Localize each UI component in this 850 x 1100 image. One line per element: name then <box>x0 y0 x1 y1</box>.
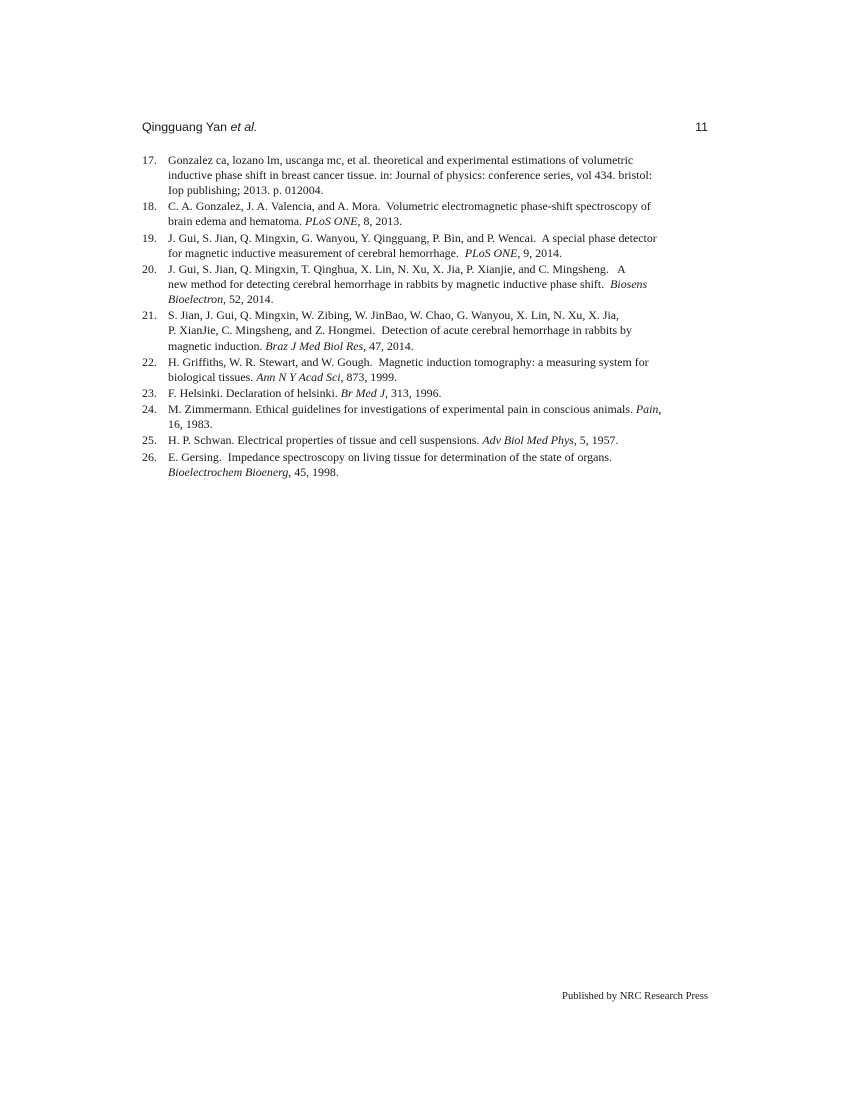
reference-text: , 5, 1957. <box>573 433 619 448</box>
reference-number: 24. <box>142 402 157 417</box>
reference-item <box>142 199 722 229</box>
reference-number: 17. <box>142 153 157 167</box>
reference-item <box>142 386 722 401</box>
journal-name: Ann N Y Acad Sci <box>256 369 341 384</box>
reference-line <box>168 370 722 385</box>
reference-text: inductive phase shift in breast cancer tissue. in: Journal of physics: conference series, vol 434. bristol: <box>168 168 653 183</box>
reference-text: J. Gui, S. Jian, Q. Mingxin, T. Qinghua, X. Lin, N. Xu, X. Jia, P. Xianjie, and C. Mingsheng. A <box>168 261 626 276</box>
reference-text: , 47, 2014. <box>363 338 414 353</box>
reference-list <box>142 153 722 481</box>
reference-item <box>142 433 722 448</box>
reference-line <box>168 292 722 307</box>
journal-name: Adv Biol Med Phys <box>482 433 574 448</box>
reference-item <box>142 153 722 198</box>
reference-line <box>168 386 722 401</box>
reference-text: , 8, 2013. <box>357 214 403 229</box>
journal-name: Biosens <box>610 277 648 292</box>
reference-number: 20. <box>142 261 157 276</box>
reference-text: brain edema and hematoma. <box>168 214 306 229</box>
reference-text: J. Gui, S. Jian, Q. Mingxin, G. Wanyou, Y. Qingguang, P. Bin, and P. Wencai. A special phase detector <box>168 230 657 245</box>
reference-line <box>168 153 722 168</box>
reference-line <box>168 262 722 277</box>
reference-text: , 873, 1999. <box>340 369 398 384</box>
reference-text: H. P. Schwan. Electrical properties of tissue and cell suspensions. <box>168 433 483 448</box>
reference-number: 18. <box>142 199 157 214</box>
reference-text: M. Zimmermann. Ethical guidelines for investigations of experimental pain in conscious animals. <box>168 402 636 417</box>
reference-text: S. Jian, J. Gui, Q. Mingxin, W. Zibing, W. JinBao, W. Chao, G. Wanyou, X. Lin, N. Xu, X. Jia, <box>168 308 620 323</box>
reference-item <box>142 450 722 480</box>
reference-text: , <box>658 402 662 417</box>
reference-number: 25. <box>142 433 157 448</box>
reference-line <box>168 168 722 183</box>
reference-line <box>168 246 722 261</box>
reference-line <box>168 417 722 432</box>
reference-text: F. Helsinki. Declaration of helsinki. <box>168 385 341 400</box>
reference-text: for magnetic inductive measurement of cerebral hemorrhage. <box>168 245 465 260</box>
reference-text: , 9, 2014. <box>517 245 562 260</box>
reference-line <box>168 231 722 246</box>
reference-text: new method for detecting cerebral hemorrhage in rabbits by magnetic inductive phase shift. <box>168 277 611 292</box>
running-head <box>142 119 257 135</box>
reference-text: Iop publishing; 2013. p. 012004. <box>168 183 324 198</box>
reference-line <box>168 323 722 338</box>
reference-number: 22. <box>142 354 157 369</box>
reference-text: , 52, 2014. <box>223 292 274 307</box>
reference-line <box>168 450 722 465</box>
reference-text: C. A. Gonzalez, J. A. Valencia, and A. Mora. Volumetric electromagnetic phase-shift spectroscopy of <box>168 199 651 214</box>
reference-text: magnetic induction. <box>168 338 266 353</box>
reference-text: , 313, 1996. <box>385 385 442 400</box>
running-head-etal: et al. <box>230 120 258 134</box>
reference-text: 16, 1983. <box>168 417 213 432</box>
reference-line <box>168 199 722 214</box>
reference-item <box>142 262 722 307</box>
reference-line <box>168 308 722 323</box>
journal-name: PLoS ONE <box>464 245 518 260</box>
reference-text: Gonzalez ca, lozano lm, uscanga mc, et al. theoretical and experimental estimations of volumetric <box>168 153 634 167</box>
journal-name: Braz J Med Biol Res <box>265 338 364 353</box>
journal-name: Br Med J <box>340 385 386 400</box>
reference-line <box>168 183 722 198</box>
reference-line <box>168 214 722 229</box>
publisher-footer: Published by NRC Research Press <box>562 991 708 1002</box>
reference-number: 26. <box>142 449 157 464</box>
reference-line <box>168 339 722 354</box>
reference-number: 23. <box>142 385 157 400</box>
reference-line <box>168 277 722 292</box>
journal-name: Pain <box>635 402 659 417</box>
reference-line <box>168 433 722 448</box>
reference-item <box>142 402 722 432</box>
reference-item <box>142 355 722 385</box>
reference-line <box>168 355 722 370</box>
journal-name: Bioelectrochem Bioenerg <box>168 464 289 479</box>
page-number: 11 <box>695 120 708 134</box>
page-header <box>142 119 708 135</box>
reference-text: , 45, 1998. <box>288 464 339 479</box>
reference-item <box>142 231 722 261</box>
reference-line <box>168 402 722 417</box>
reference-text: biological tissues. <box>168 369 257 384</box>
journal-name: PLoS ONE <box>305 214 358 229</box>
reference-text: H. Griffiths, W. R. Stewart, and W. Gough. Magnetic induction tomography: a measuring system for <box>168 354 649 369</box>
reference-item <box>142 308 722 353</box>
running-head-author: Qingguang Yan <box>142 120 227 134</box>
reference-number: 19. <box>142 230 157 245</box>
reference-number: 21. <box>142 308 157 323</box>
reference-text: P. XianJie, C. Mingsheng, and Z. Hongmei. Detection of acute cerebral hemorrhage in rabbits by <box>168 323 632 338</box>
reference-text: E. Gersing. Impedance spectroscopy on living tissue for determination of the state of organs. <box>168 449 612 464</box>
journal-name: Bioelectron <box>168 292 224 307</box>
reference-line <box>168 465 722 480</box>
